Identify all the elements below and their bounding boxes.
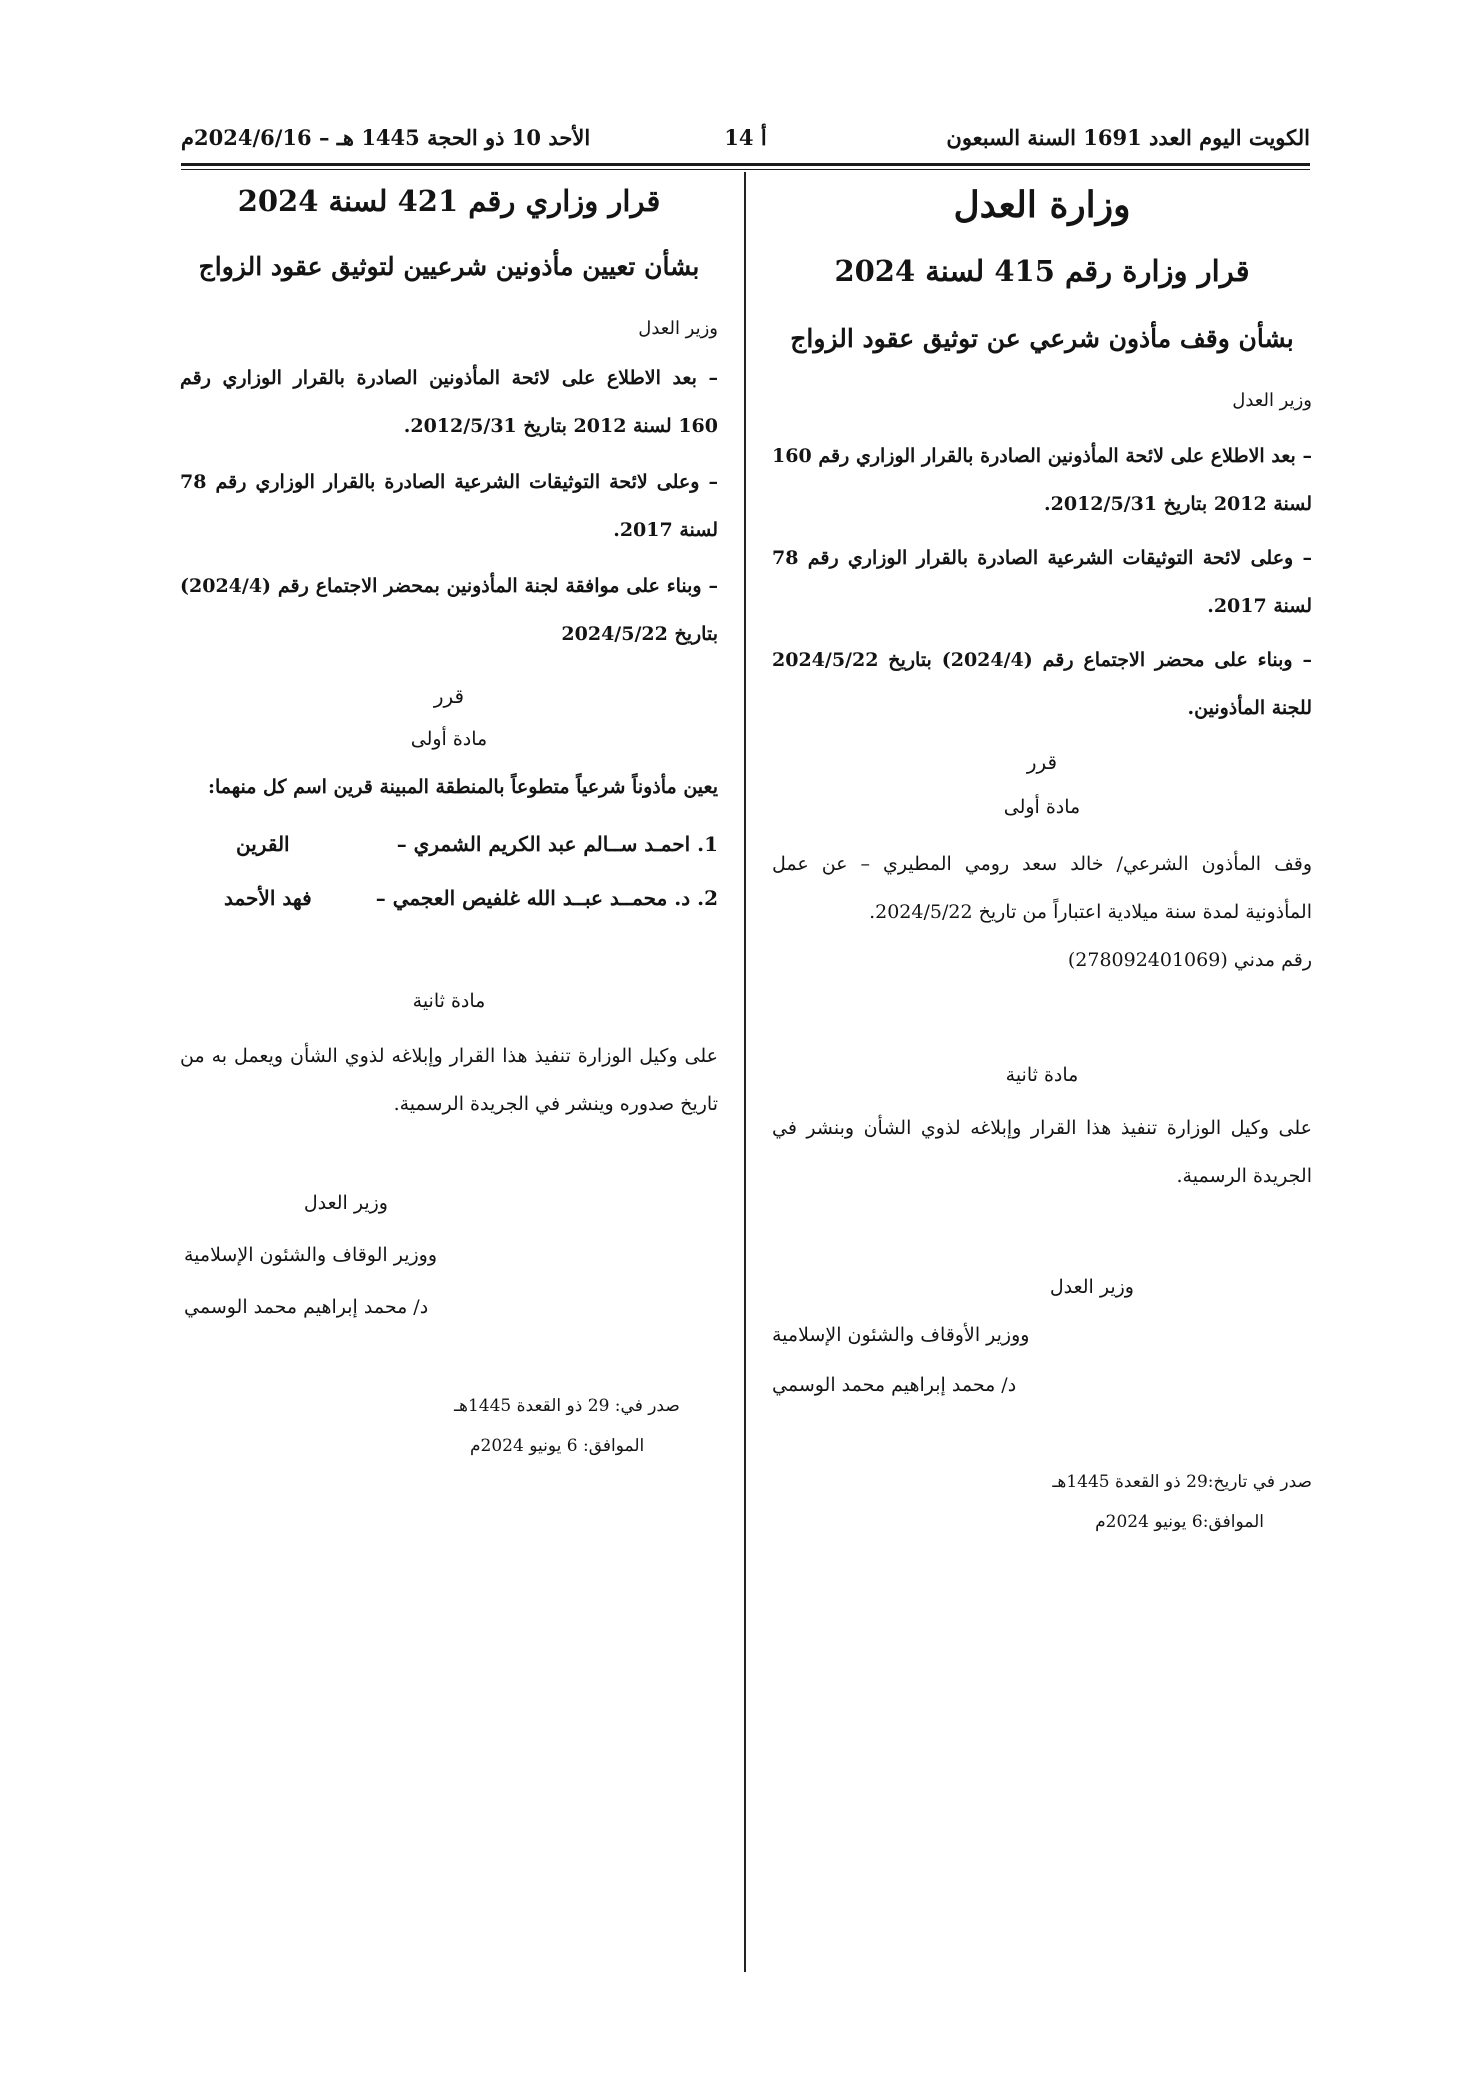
preamble-clause: – وعلى لائحة التوثيقات الشرعية الصادرة بالقرار الوزاري رقم 78 لسنة 2017. — [772, 547, 1312, 617]
header-issue-info: الكويت اليوم العدد 1691 السنة السبعون — [946, 125, 1310, 150]
decision-title: قرار وزاري رقم 421 لسنة 2024 — [237, 184, 661, 218]
preamble-clause: – وعلى لائحة التوثيقات الشرعية الصادرة بالقرار الوزاري رقم 78 لسنة 2017. — [180, 471, 718, 541]
appointee-area: فهد الأحمد — [224, 886, 312, 910]
article-1-heading: مادة أولى — [1003, 796, 1081, 818]
header-rule-thick — [181, 163, 1310, 166]
signature-title: وزير العدل — [303, 1192, 388, 1214]
issued-date: صدر في تاريخ:29 ذو القعدة 1445هـ — [1052, 1472, 1312, 1492]
ministry-title: وزارة العدل — [953, 184, 1131, 226]
article-1-heading: مادة أولى — [410, 728, 488, 750]
appointee-name: 2. د. محمــد عبــد الله غلفيص العجمي – — [375, 886, 718, 910]
preamble-clause: – وبناء على محضر الاجتماع رقم (2024/4) بتاريخ 2024/5/22 للجنة المأذونين. — [772, 649, 1312, 719]
preamble-clause: – بعد الاطلاع على لائحة المأذونين الصادرة بالقرار الوزاري رقم 160 لسنة 2012 بتاريخ 2012/5/31. — [772, 445, 1312, 515]
article-1-intro: يعين مأذوناً شرعياً متطوعاً بالمنطقة المبينة قرين اسم كل منهما: — [207, 776, 718, 798]
article-2-text: على وكيل الوزارة تنفيذ هذا القرار وإبلاغه لذوي الشأن ويعمل به من تاريخ صدوره وينشر في الجريدة الرسمية. — [180, 1045, 718, 1115]
appointee-name: 1. احمـد ســالم عبد الكريم الشمري – — [396, 832, 718, 856]
header-rule-thin — [181, 169, 1310, 170]
preamble-clause: – بعد الاطلاع على لائحة المأذونين الصادرة بالقرار الوزاري رقم 160 لسنة 2012 بتاريخ 2012/5/31. — [180, 367, 718, 437]
page-header — [181, 118, 1310, 158]
decided-heading: قرر — [433, 684, 465, 708]
decided-heading: قرر — [1026, 750, 1058, 774]
gregorian-date: الموافق:6 يونيو 2024م — [1095, 1512, 1264, 1532]
article-2-heading: مادة ثانية — [412, 990, 486, 1012]
column-divider — [744, 172, 746, 1972]
header-date: الأحد 10 ذو الحجة 1445 هـ – 2024/6/16م — [181, 125, 591, 150]
decision-subject: بشأن تعيين مأذونين شرعيين لتوثيق عقود الزواج — [198, 252, 700, 281]
article-1-text: وقف المأذون الشرعي/ خالد سعد رومي المطيري – عن عمل المأذونية لمدة سنة ميلادية اعتباراً من تاريخ 2024/5/22. — [772, 853, 1312, 923]
issuing-minister: وزير العدل — [1232, 390, 1312, 411]
signature-title: وزير العدل — [1049, 1276, 1134, 1298]
page-number: أ 14 — [724, 125, 767, 150]
preamble-clause: – وبناء على موافقة لجنة المأذونين بمحضر الاجتماع رقم (2024/4) بتاريخ 2024/5/22 — [180, 575, 718, 645]
decision-title: قرار وزارة رقم 415 لسنة 2024 — [834, 254, 1250, 288]
issuing-minister: وزير العدل — [638, 318, 718, 339]
civil-id: رقم مدني (278092401069) — [1067, 949, 1312, 971]
article-2-heading: مادة ثانية — [1005, 1064, 1079, 1086]
gazette-page: الكويت اليوم العدد 1691 السنة السبعون أ 14 الأحد 10 ذو الحجة 1445 هـ – 2024/6/16م وزارة العدل قرار وزارة رقم 415 لسنة 2024 بشأن وقف مأذون شرعي عن توثيق عقود الزواج وزير العدل – بعد الاطلاع على لائحة المأذونين الصادرة بالقرار الوزاري رقم 160 لسنة 2012 بتاريخ 2012/5/31. – وعلى لائحة التوثيقات الشرعية الصادرة بالقرار الوزاري رقم 78 لسنة 2017. – وبناء على محضر الاجتماع رقم (2024/4) بتاريخ 2024/5/22 للجنة المأذونين. قرر مادة أولى وقف المأذون الشرعي/ خالد سعد رومي المطيري – عن عمل المأذونية لمدة سنة ميلادية اعتباراً من تاريخ 2024/5/22. رقم مدني (278092401069) مادة ثانية على وكيل الوزارة تنفيذ هذا القرار وإبلاغه لذوي الشأن وبنشر في الجريدة الرسمية. وزير العدل ووزير الأوقاف والشئون الإسلامية د/ محمد إبراهيم محمد الوسمي صدر في تاريخ:29 ذو القعدة 1445هـ الموافق:6 يونيو 2024م قرار وزاري رقم 421 لسنة 2024 بشأن تعيين مأذونين شرعيين لتوثيق عقود الزواج وزير العدل – بعد الاطلاع على لائحة المأذونين الصادرة بالقرار الوزاري رقم 160 لسنة 2012 بتاريخ 2012/5/31. – وعلى لائحة التوثيقات الشرعية الصادرة بالقرار الوزاري رقم 78 لسنة 2017. – وبناء على موافقة لجنة المأذونين بمحضر الاجتماع رقم (2024/4) بتاريخ 2024/5/22 قرر مادة أولى يعين مأذوناً شرعياً متطوعاً بالمنطقة المبينة قرين اسم كل منهما: 1. احمـد ســالم عبد الكريم الشمري – القرين 2. د. محمــد عبــد الله غلفيص العجمي – فهد الأحمد مادة ثانية على وكيل الوزارة تنفيذ هذا القرار وإبلاغه لذوي الشأن ويعمل به من تاريخ صدوره وينشر في الجريدة الرسمية. وزير العدل ووزير الوقاف والشئون الإسلامية د/ محمد إبراهيم محمد الوسمي صدر في: 29 ذو القعدة 1445هـ الموافق: 6 يونيو 2024م — [0, 0, 1476, 2085]
decision-subject: بشأن وقف مأذون شرعي عن توثيق عقود الزواج — [790, 324, 1294, 353]
article-2-text: على وكيل الوزارة تنفيذ هذا القرار وإبلاغه لذوي الشأن وبنشر في الجريدة الرسمية. — [772, 1117, 1312, 1187]
appointee-area: القرين — [236, 832, 290, 856]
